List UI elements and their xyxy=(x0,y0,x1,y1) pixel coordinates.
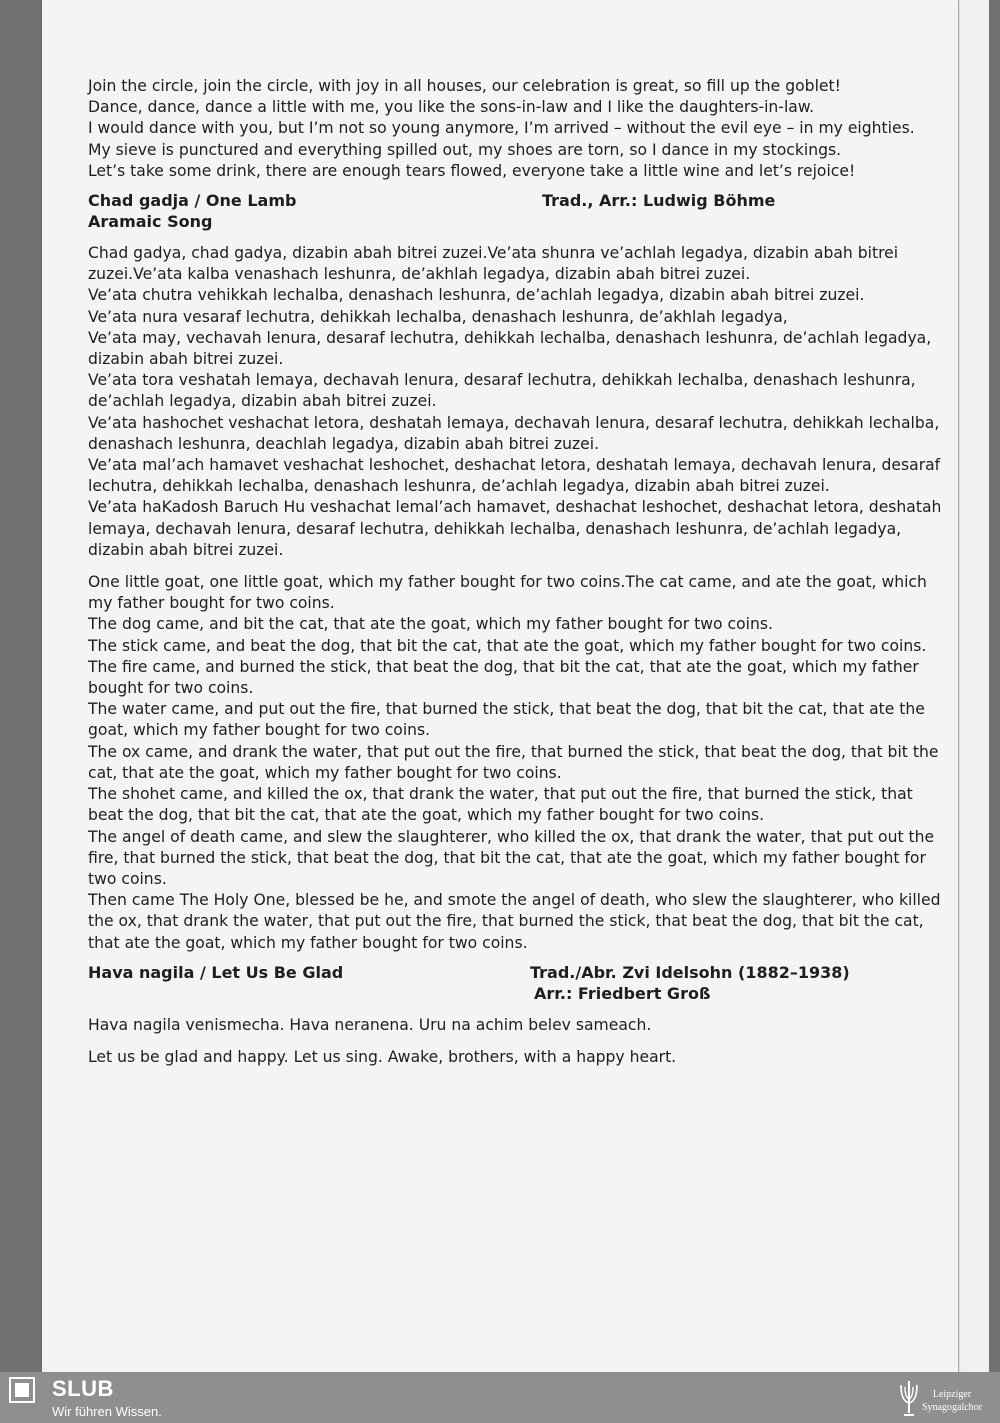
song-arranger: Arr.: Friedbert Groß xyxy=(534,983,711,1003)
song-credit: Trad./Abr. Zvi Idelsohn (1882–1938) xyxy=(530,962,850,982)
spacer xyxy=(88,561,948,572)
page-content xyxy=(88,76,948,1068)
chad-gadja-aramaic xyxy=(88,243,948,561)
spacer xyxy=(88,1004,948,1015)
spacer xyxy=(88,232,948,243)
aramaic-verse: Ve’ata tora veshatah lemaya, dechavah lenura, desaraf lechutra, dehikkah lechalba, denashach leshunra, de’achlah legadya, dizabin abah bitrei zuzei. xyxy=(88,371,916,411)
menorah-icon xyxy=(897,1377,921,1419)
spacer xyxy=(88,1036,948,1047)
intro-lyrics xyxy=(88,76,948,182)
song-credit: Trad., Arr.: Ludwig Böhme xyxy=(542,191,776,211)
english-lyrics: Let us be glad and happy. Let us sing. Awake, brothers, with a happy heart. xyxy=(88,1047,677,1066)
english-verse: The fire came, and burned the stick, that beat the dog, that bit the cat, that ate the goat, which my father bought for two coins. xyxy=(88,657,919,698)
choir-name-line2: Synagogalchor xyxy=(922,1402,982,1413)
aramaic-verse: Ve’ata nura vesaraf lechutra, dehikkah lechalba, denashach leshunra, de’akhlah legadya, xyxy=(88,307,788,326)
english-verse: Then came The Holy One, blessed be he, and smote the angel of death, who slew the slaughterer, who killed the ox, that drank the water, that put out the fire, that burned the stick, that beat the dog, that bit the cat, that ate the goat, which my father bought for two coins. xyxy=(88,891,941,952)
aramaic-verse: Ve’ata haKadosh Baruch Hu veshachat lemal’ach hamavet, deshachat leshochet, deshachat letora, deshatah lemaya, dechavah lenura, desaraf lechutra, dehikkah lechalba, denashach leshunra, de’achlah legadya, dizabin abah bitrei zuzei. xyxy=(88,498,942,559)
library-name: SLUB xyxy=(52,1376,114,1401)
english-verse: The shohet came, and killed the ox, that drank the water, that put out the fire, that burned the stick, that beat the dog, that bit the cat, that ate the goat, which my father bought for two coins. xyxy=(88,785,913,825)
aramaic-verse: Ve’ata chutra vehikkah lechalba, denashach leshunra, de’achlah legadya, dizabin abah bitrei zuzei. xyxy=(88,286,865,305)
song-credits xyxy=(530,962,850,1004)
song-subtitle: Aramaic Song xyxy=(88,212,213,232)
aramaic-verse: Ve’ata mal’ach hamavet veshachat leshochet, deshachat letora, deshatah lemaya, dechavah lenura, desaraf lechutra, dehikkah lechalba, denashach leshunra, de’achlah legadya, dizabin abah bitrei zuzei. xyxy=(88,456,941,496)
hava-nagila-heading xyxy=(88,962,948,1004)
english-verse: One little goat, one little goat, which my father bought for two coins.The cat came, and ate the goat, which my father bought for two coins. xyxy=(88,573,927,613)
intro-line: My sieve is punctured and everything spilled out, my shoes are torn, so I dance in my stockings. xyxy=(88,140,842,159)
chad-gadja-english xyxy=(88,572,948,954)
english-verse: The stick came, and beat the dog, that bit the cat, that ate the goat, which my father bought for two coins. xyxy=(88,636,927,655)
song-title: Hava nagila / Let Us Be Glad xyxy=(88,962,344,982)
adjacent-page-edge xyxy=(958,0,989,1372)
library-tagline: Wir führen Wissen. xyxy=(52,1404,162,1419)
choir-name-line1: Leipziger xyxy=(932,1389,972,1400)
intro-line: Let’s take some drink, there are enough tears flowed, everyone take a little wine and let’s rejoice! xyxy=(88,161,856,180)
english-verse: The angel of death came, and slew the slaughterer, who killed the ox, that drank the water, that put out the fire, that burned the stick, that beat the dog, that bit the cat, that ate the goat, which my father bought for two coins. xyxy=(88,827,935,888)
hebrew-lyrics: Hava nagila venismecha. Hava neranena. Uru na achim belev sameach. xyxy=(88,1015,652,1034)
intro-line: Join the circle, join the circle, with joy in all houses, our celebration is great, so fill up the goblet! xyxy=(88,77,841,95)
english-verse: The ox came, and drank the water, that put out the fire, that burned the stick, that beat the dog, that bit the cat, that ate the goat, which my father bought for two coins. xyxy=(88,742,939,782)
english-verse: The water came, and put out the fire, that burned the stick, that beat the dog, that bit the cat, that ate the goat, which my father bought for two coins. xyxy=(88,700,925,740)
song-title: Chad gadja / One Lamb xyxy=(88,191,297,211)
english-verse: The dog came, and bit the cat, that ate the goat, which my father bought for two coins. xyxy=(88,615,773,634)
intro-line: Dance, dance, dance a little with me, you like the sons-in-law and I like the daughters-in-law. xyxy=(88,98,815,117)
aramaic-verse: Chad gadya, chad gadya, dizabin abah bitrei zuzei.Ve’ata shunra ve’achlah legadya, dizabin abah bitrei zuzei.Ve’ata kalba venashach leshunra, de’akhlah legadya, dizabin abah bitrei zuzei. xyxy=(88,244,899,284)
aramaic-verse: Ve’ata may, vechavah lenura, desaraf lechutra, dehikkah lechalba, denashach leshunra, de’achlah legadya, dizabin abah bitrei zuzei. xyxy=(88,328,932,369)
intro-line: I would dance with you, but I’m not so young anymore, I’m arrived – without the evil eye – in my eighties. xyxy=(88,119,915,138)
booklet-page xyxy=(42,0,958,1372)
aramaic-verse: Ve’ata hashochet veshachat letora, deshatah lemaya, dechavah lenura, desaraf lechutra, dehikkah lechalba, denashach leshunra, deachlah legadya, dizabin abah bitrei zuzei. xyxy=(88,413,940,453)
slub-logo-icon xyxy=(9,1377,35,1403)
choir-logo-text xyxy=(922,1388,982,1414)
chad-gadja-heading xyxy=(88,190,948,232)
